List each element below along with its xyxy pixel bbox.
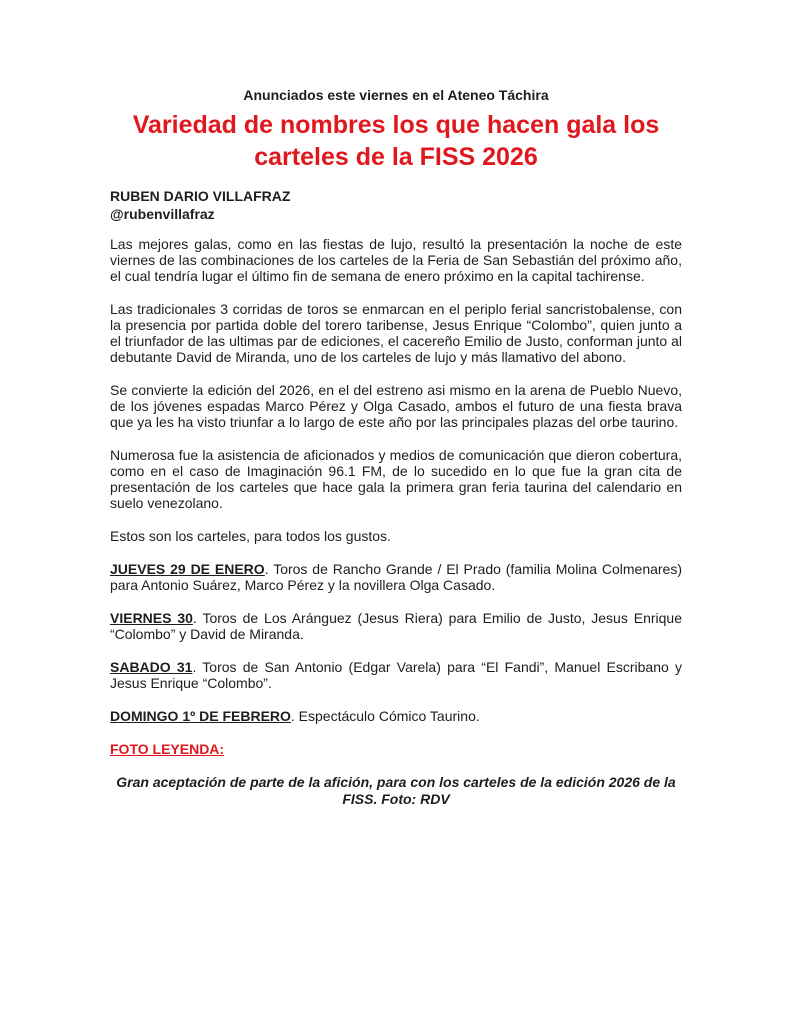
- schedule-day-details: . Espectáculo Cómico Taurino.: [290, 708, 480, 724]
- schedule-day-details: . Toros de Rancho Grande / El Prado (familia Molina Colmenares) para Antonio Suárez, Marco Pérez y la novillera Olga Casado.: [110, 561, 683, 593]
- body-paragraph-1: Las mejores galas, como en las fiestas de lujo, resultó la presentación la noche de este viernes de las combinaciones de los carteles de la Feria de San Sebastián del próximo año, el cual tendría lugar el último fin de semana de enero próximo en la capital tachirense.: [110, 236, 682, 284]
- schedule-day-label: SABADO 31: [110, 659, 193, 675]
- body-paragraph-2: Las tradicionales 3 corridas de toros se enmarcan en el periplo ferial sancristobalense, con la presencia por partida doble del torero taribense, Jesus Enrique “Colombo”, quien junto a el triunfador de las ultimas par de ediciones, el cacereño Emilio de Justo, conforman junto al debutante David de Miranda, uno de los carteles de lujo y más llamativo del abono.: [110, 301, 682, 365]
- schedule-day-details: . Toros de Los Aránguez (Jesus Riera) para Emilio de Justo, Jesus Enrique “Colombo” y David de Miranda.: [110, 610, 682, 642]
- schedule-item-jueves: [110, 561, 682, 593]
- schedule-item-domingo: [110, 708, 682, 724]
- kicker-line: Anunciados este viernes en el Ateneo Táchira: [243, 87, 549, 103]
- body-paragraph-4: Numerosa fue la asistencia de aficionados y medios de comunicación que dieron cobertura, como en el caso de Imaginación 96.1 FM, de lo sucedido en lo que fue la gran cita de presentación de los carteles que hace gala la primera gran feria taurina del calendario en suelo venezolano.: [110, 447, 682, 511]
- article-title: Variedad de nombres los que hacen gala los carteles de la FISS 2026: [132, 111, 660, 171]
- schedule-day-label: DOMINGO 1º DE FEBRERO: [110, 708, 291, 724]
- schedule-day-label: JUEVES 29 DE ENERO: [110, 561, 265, 577]
- body-paragraph-3: Se convierte la edición del 2026, en el del estreno asi mismo en la arena de Pueblo Nuevo, de los jóvenes espadas Marco Pérez y Olga Casado, ambos el futuro de una fiesta brava que ya les ha visto triunfar a lo largo de este año por las principales plazas del orbe taurino.: [110, 382, 682, 430]
- author-handle: @rubenvillafraz: [110, 206, 215, 222]
- schedule-item-viernes: [110, 610, 682, 642]
- schedule-day-details: . Toros de San Antonio (Edgar Varela) para “El Fandi”, Manuel Escribano y Jesus Enrique “Colombo”.: [110, 659, 682, 691]
- body-paragraph-5: Estos son los carteles, para todos los gustos.: [110, 528, 391, 544]
- schedule-day-label: VIERNES 30: [110, 610, 193, 626]
- schedule-item-sabado: [110, 659, 682, 691]
- foto-leyenda-label: FOTO LEYENDA:: [110, 741, 225, 757]
- photo-caption: Gran aceptación de parte de la afición, para con los carteles de la edición 2026 de la FISS. Foto: RDV: [116, 774, 676, 807]
- byline: [110, 187, 682, 223]
- author-name: RUBEN DARIO VILLAFRAZ: [110, 188, 291, 204]
